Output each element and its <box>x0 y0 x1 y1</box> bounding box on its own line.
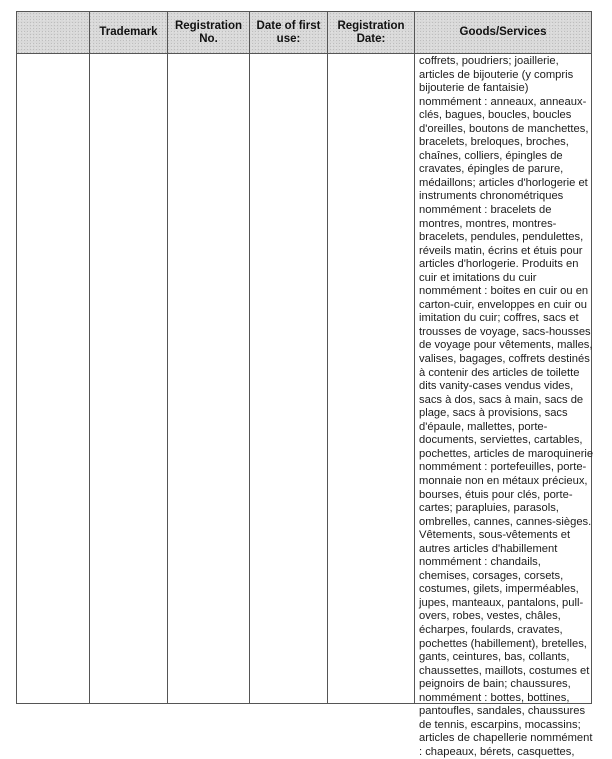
goods-services-line: chaînes, colliers, épingles de <box>419 149 563 162</box>
goods-services-line: bracelets, pendules, pendulettes, <box>419 231 584 244</box>
goods-services-line: plage, sacs à provisions, sacs <box>419 407 568 420</box>
goods-services-line: monnaie non en métaux précieux, <box>419 474 588 487</box>
goods-services-line: cuir et imitations du cuir <box>419 271 537 284</box>
goods-services-line: ombrelles, cannes, cannes-sièges. <box>419 515 592 528</box>
goods-services-line: trousses de voyage, sacs-housses <box>419 325 591 338</box>
goods-services-line: cartes; parapluies, parasols, <box>419 502 559 515</box>
header-line: use: <box>276 32 301 45</box>
header-goods-services <box>415 12 591 53</box>
goods-services-line: : chapeaux, bérets, casquettes, <box>419 745 575 758</box>
goods-services-line: bijouterie de fantaisie) <box>419 82 529 95</box>
header-goods-services-text: Goods/Services <box>459 26 547 39</box>
goods-services-line: pantoufles, sandales, chaussures <box>419 705 586 718</box>
goods-services-line: à contenir des articles de toilette <box>419 366 580 379</box>
header-trademark-text: Trademark <box>99 26 158 39</box>
goods-services-line: instruments chronométriques <box>419 190 564 203</box>
goods-services-line: nommément : boites en cuir ou en <box>419 285 589 298</box>
column-divider <box>327 12 328 703</box>
header-registration-date <box>328 12 414 53</box>
goods-services-line: réveils matin, écrins et étuis pour <box>419 244 583 257</box>
header-registration-no-text <box>175 20 242 45</box>
goods-services-line: imitation du cuir; coffres, sacs et <box>419 312 579 325</box>
goods-services-line: documents, serviettes, cartables, <box>419 434 583 447</box>
trademark-table <box>16 11 594 758</box>
header-line: Date of first <box>256 20 321 32</box>
column-divider <box>89 12 90 703</box>
goods-services-line: autres articles d'habillement <box>419 542 558 555</box>
header-registration-date-text <box>337 20 404 45</box>
goods-services-line: articles d'horlogerie. Produits en <box>419 258 579 271</box>
column-divider <box>414 12 415 703</box>
header-registration-no <box>168 12 249 53</box>
goods-services-line: pochettes (habillement), bretelles, <box>419 637 587 650</box>
goods-services-line: d'épaule, mallettes, porte- <box>419 420 548 433</box>
goods-services-line: de voyage pour vêtements, malles, <box>419 339 593 352</box>
header-trademark <box>90 12 167 53</box>
column-divider <box>249 12 250 703</box>
goods-services-line: sacs à dos, sacs à main, sacs de <box>419 393 584 406</box>
goods-services-line: overs, robes, vestes, châles, <box>419 610 561 623</box>
goods-services-line: peignoirs de bain; chaussures, <box>419 678 571 691</box>
goods-services-line: dits vanity-cases vendus vides, <box>419 380 574 393</box>
goods-services-line: cravates, épingles de parure, <box>419 163 564 176</box>
goods-services-line: nommément : anneaux, anneaux- <box>419 95 587 108</box>
goods-services-line: nommément : chandails, <box>419 556 541 569</box>
header-date-first-use <box>250 12 327 53</box>
goods-services-line: coffrets, poudriers; joaillerie, <box>419 55 559 67</box>
header-line: Registration <box>174 20 243 32</box>
header-line: No. <box>199 32 218 45</box>
goods-services-line: nommément : portefeuilles, porte- <box>419 461 587 474</box>
goods-services-line: chaussettes, maillots, costumes et <box>419 664 590 677</box>
goods-services-line: carton-cuir, enveloppes en cuir ou <box>419 298 587 311</box>
goods-services-line: clés, bagues, boucles, boucles <box>419 109 572 122</box>
goods-services-line: articles de bijouterie (y compris <box>419 68 574 81</box>
header-blank <box>17 12 89 53</box>
goods-services-line: de tennis, escarpins, mocassins; <box>419 718 581 731</box>
header-line: Registration <box>337 20 405 32</box>
goods-services-cell <box>416 55 592 759</box>
goods-services-line: jupes, manteaux, pantalons, pull- <box>419 596 584 609</box>
goods-services-line: nommément : bottes, bottines, <box>419 691 570 704</box>
header-date-first-use-text <box>257 20 321 45</box>
goods-services-line: Vêtements, sous-vêtements et <box>419 529 571 542</box>
goods-services-line: médaillons; articles d'horlogerie et <box>419 176 588 189</box>
goods-services-line: pochettes, articles de maroquinerie <box>419 447 594 460</box>
goods-services-line: gants, ceintures, bas, collants, <box>419 651 570 664</box>
goods-services-line: écharpes, foulards, cravates, <box>419 623 563 636</box>
column-divider <box>167 12 168 703</box>
header-line: Date: <box>356 32 386 45</box>
goods-services-line: nommément : bracelets de <box>419 204 552 217</box>
goods-services-line: chemises, corsages, corsets, <box>419 569 564 582</box>
goods-services-line: d'oreilles, boutons de manchettes, <box>419 122 589 135</box>
goods-services-line: bracelets, breloques, broches, <box>419 136 569 149</box>
goods-services-line: valises, bagages, coffrets destinés <box>419 353 590 366</box>
goods-services-line: articles de chapellerie nommément <box>419 732 593 745</box>
goods-services-line: bourses, étuis pour clés, porte- <box>419 488 573 501</box>
goods-services-line: montres, montres, montres- <box>419 217 557 230</box>
goods-services-line: costumes, gilets, imperméables, <box>419 583 579 596</box>
